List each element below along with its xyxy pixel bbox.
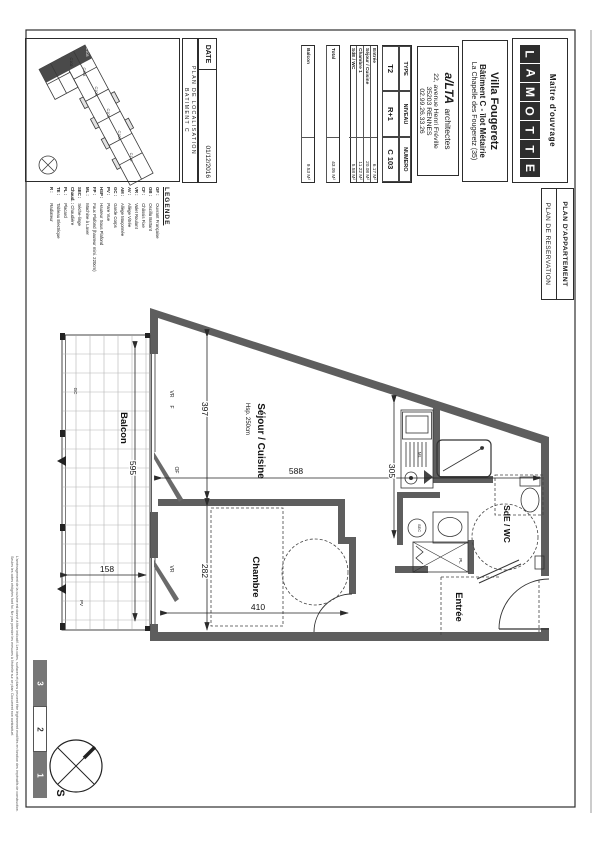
owner-label xyxy=(546,41,559,180)
project-building: Bâtiment C - îlot Métairie xyxy=(478,64,487,158)
unit-value-level: R+1 xyxy=(382,91,399,136)
mark-ml: ML xyxy=(417,451,422,459)
level-segment-1 xyxy=(33,752,47,798)
legend-item: ML : Machine à Laver xyxy=(83,187,90,317)
electric-symbol xyxy=(416,546,423,564)
unit-header: TYPE xyxy=(399,46,411,91)
legend-item: PL : Placard xyxy=(62,187,69,317)
plan-kind-appartement: PLAN D'APPARTEMENT xyxy=(556,189,573,299)
disclaimer-text xyxy=(7,556,19,846)
unit-header: NIVEAU xyxy=(399,91,411,136)
unit-value-number: C 103 xyxy=(382,137,399,182)
legend-item: R : Radiateur xyxy=(48,187,55,317)
mini-unit-label: C105 xyxy=(94,86,98,96)
dim-158: 158 xyxy=(99,564,115,574)
disclaimer-line1: L'aménagement de la cuisine est donné à titre indicatif. Les cotes, surfaces et plans peuvent être légèrement modifiés en fonction des impératifs de construction. xyxy=(15,556,19,812)
logo-letter: T xyxy=(523,126,537,134)
mark-pl: PL xyxy=(458,558,463,564)
plan-kind-reservation: PLAN DE RESERVATION xyxy=(544,202,552,286)
room-label-sejour: Séjour / Cuisine xyxy=(255,403,266,479)
logo-letter: E xyxy=(522,163,537,172)
legend-item: OF : Ouvrant Française xyxy=(154,187,161,317)
dim-282: 282 xyxy=(200,563,210,579)
mark-vr-sejour: VR xyxy=(168,390,174,398)
date-value: 01/12/2016 xyxy=(204,145,211,178)
unit-table xyxy=(382,45,412,183)
logo-letter-tile xyxy=(520,121,540,139)
dim-588: 588 xyxy=(288,466,304,476)
mini-unit-label: C109 xyxy=(117,130,121,140)
legend-item: SEC : Sèche-linge xyxy=(76,187,83,317)
area-total-label: Total xyxy=(330,48,336,60)
room-hsp: Hsp. 250cm xyxy=(244,402,250,436)
balcony-structure xyxy=(57,333,150,631)
dim-595: 595 xyxy=(128,460,138,476)
legend-title: LEGENDE xyxy=(163,187,170,226)
area-label: Séjour / Cuisine xyxy=(364,48,370,85)
architect-address: 22, avenue Henri Fréville xyxy=(432,73,439,149)
mark-vr-chambre: VR xyxy=(168,565,174,573)
wc-bowl xyxy=(521,488,539,512)
mini-unit-label: C103 xyxy=(85,47,89,57)
dryer-circle xyxy=(408,519,426,537)
compass-icon xyxy=(50,740,102,797)
localisation-title: PLAN DE LOCALISATION xyxy=(190,65,197,156)
room-label-chambre: Chambre xyxy=(250,556,261,598)
washbasin xyxy=(438,518,462,537)
area-balcony-label: Balcon xyxy=(305,48,311,64)
dimension-lines xyxy=(68,337,541,630)
unit-header: NUMERO xyxy=(399,137,411,182)
area-label: Entrée xyxy=(371,48,377,63)
area-balcony-value: 9.53 M² xyxy=(302,137,314,180)
architect-firm: a/LTA xyxy=(442,72,456,104)
logo-letter: T xyxy=(523,145,537,153)
logo-letter-tile xyxy=(520,83,540,101)
room-label-entree: Entrée xyxy=(453,592,464,622)
date-label: DATE xyxy=(199,39,216,70)
mark-gc: GC xyxy=(73,387,78,395)
area-value: 20.08 M² xyxy=(364,137,370,180)
mark-of-sejour: OF xyxy=(173,466,179,474)
legend-item: HSP : Hauteur Sous Plafond xyxy=(98,187,105,317)
legend-block xyxy=(48,187,170,317)
legend-item: FP : Faux Plafond (hauteur mini. 220cm) xyxy=(91,187,98,317)
legend-item: GC : Garde Corps xyxy=(112,187,119,317)
table-row xyxy=(349,46,356,182)
area-value: 6.17 M² xyxy=(371,137,377,180)
mark-pv: PV xyxy=(79,599,84,607)
project-name: Villa Fougeretz xyxy=(488,71,500,151)
dim-410: 410 xyxy=(250,602,266,612)
room-label-sde: SdE / WC xyxy=(502,505,512,543)
owner-label-text: Maître d'ouvrage xyxy=(548,73,557,148)
architect-role: architectes xyxy=(443,108,453,150)
mark-sec: SEC xyxy=(417,523,422,533)
localisation-title-strip xyxy=(182,38,198,183)
area-row-total xyxy=(326,45,340,183)
lamotte-logo xyxy=(520,45,540,178)
owner-block xyxy=(512,38,568,183)
disclaimer-line2: Seules les cotes rédigées font foi. Ne pas prendre les mesures à l'échelle sur ce plan. Document non contractuel. xyxy=(10,556,15,737)
compass-south-label: S xyxy=(54,789,66,797)
mini-unit-label: C104 xyxy=(82,67,86,77)
dim-305: 305 xyxy=(387,463,397,479)
architect-city: 35203 RENNES xyxy=(425,86,432,136)
area-label: SdE / WC xyxy=(350,48,355,70)
bedroom-window-leaf xyxy=(154,560,179,602)
localisation-box xyxy=(25,38,180,182)
level-label: 1 xyxy=(35,772,45,778)
mini-unit-label: C110 xyxy=(129,152,133,162)
areas-table xyxy=(350,45,378,183)
plan-kind-block xyxy=(541,188,574,300)
level-segment-3 xyxy=(33,660,47,706)
logo-letter: L xyxy=(523,50,537,58)
logo-letter-tile xyxy=(520,102,540,120)
logo-letter-tile xyxy=(520,64,540,82)
table-row xyxy=(363,46,370,182)
area-value: 5.58 M² xyxy=(349,137,356,180)
legend-item: AV : Allège Vitrée xyxy=(126,187,133,317)
apartment-walls xyxy=(150,308,549,641)
legend-item: TE : Tableau Electrique xyxy=(55,187,62,317)
logo-letter: A xyxy=(522,68,537,78)
logo-letter: M xyxy=(523,86,537,97)
bathroom-door-leaf xyxy=(479,564,521,583)
level-label: 3 xyxy=(35,680,45,686)
architect-block xyxy=(417,46,459,176)
area-value: 11.22 M² xyxy=(357,137,363,180)
level-label: 2 xyxy=(35,726,45,732)
project-block xyxy=(462,40,508,182)
area-label: Chambre 1 xyxy=(357,48,363,73)
entrance-door-swing xyxy=(499,579,549,629)
localisation-subtitle: BATIMENT C xyxy=(183,88,190,133)
level-segment-2 xyxy=(33,706,47,752)
washing-machine-hatch xyxy=(406,442,426,467)
balcony-door-leaf xyxy=(154,452,183,502)
unit-value-type: T2 xyxy=(382,46,399,91)
logo-letter-tile xyxy=(520,45,540,63)
room-label-balcon: Balcon xyxy=(118,412,129,444)
level-bar xyxy=(33,660,47,798)
legend-item: Chaud. : Chaudière xyxy=(69,187,76,317)
dim-397: 397 xyxy=(200,401,210,417)
date-strip xyxy=(198,38,217,183)
logo-letter-tile xyxy=(520,140,540,158)
project-city: La Chapelle des Fougeretz (35) xyxy=(470,61,477,161)
logo-letter: O xyxy=(523,106,537,116)
table-row xyxy=(356,46,363,182)
legend-item: OB : Oscillo Battant xyxy=(147,187,154,317)
legend-item: PV : Pare Vue xyxy=(105,187,112,317)
area-total-value: 43.05 M² xyxy=(327,137,339,180)
legend-item: VR : Volet Roulant xyxy=(133,187,140,317)
table-row xyxy=(370,46,377,182)
mini-unit-label: C107 xyxy=(106,108,110,118)
mini-unit-label: C102 xyxy=(69,57,73,67)
mark-f-sejour: F xyxy=(168,405,174,409)
architect-phone: 02.99.26.33.26 xyxy=(418,88,425,134)
legend-item: CF : Châssis Fixe xyxy=(140,187,147,317)
area-row-balcony xyxy=(301,45,315,183)
legend-item: AM : Allège Maçonnée xyxy=(119,187,126,317)
logo-letter-tile xyxy=(520,159,540,177)
